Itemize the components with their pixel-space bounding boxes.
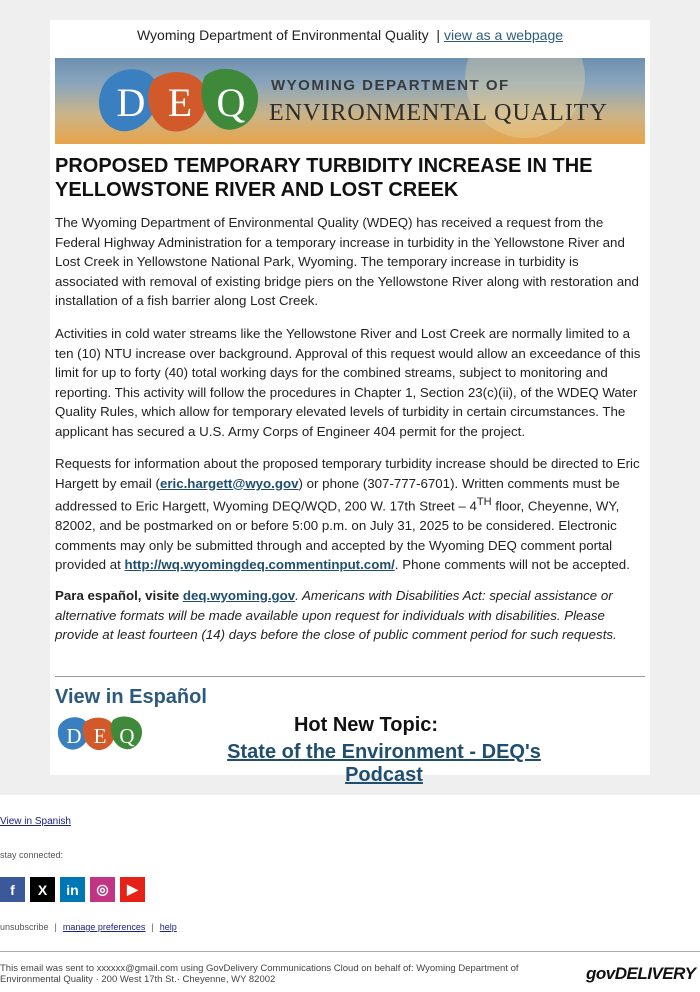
paragraph-2: Activities in cold water streams like the Yellowstone River and Lost Creek are normally limited to a ten (10) NTU increase over background. Approval of this request would allow an exceedance of this limit for up to forty (40) total working days for the combined streams, subject to monitoring and reporting. This activity will follow the procedures in Chapter 1, Section 23(c)(ii), of the WDEQ Water Quality Rules, which allow for temporary elevated levels of turbidity in certain circumstances. The applicant has secured a U.S. Army Corps of Engineer 404 permit for the project. (55, 326, 641, 439)
view-in-espanol-heading[interactable]: View in Español (55, 686, 207, 708)
comment-portal-link[interactable]: http://wq.wyomingdeq.commentinput.com/ (124, 557, 395, 573)
email-card (50, 20, 650, 786)
deq-website-link[interactable]: deq.wyoming.gov (182, 588, 296, 603)
unsubscribe-text[interactable]: unsubscribe (0, 922, 49, 932)
deq-small-logo (55, 712, 155, 756)
instagram-icon[interactable]: ◎ (90, 877, 115, 902)
banner-line1: WYOMING DEPARTMENT OF (271, 77, 510, 94)
footer-note: This email was sent to xxxxxx@gmail.com using GovDelivery Communications Cloud on behalf of: Wyoming Department of Environmental Quality · 200 West 17th St.· Cheyenne, WY 82002 (0, 963, 519, 985)
stay-connected-label: stay connected: (0, 850, 64, 860)
view-in-spanish-link[interactable]: View in Spanish (0, 816, 71, 827)
podcast-link[interactable]: State of the Environment - DEQ's Podcast (227, 741, 541, 786)
svg-text:E: E (93, 724, 107, 748)
linkedin-icon[interactable]: in (60, 877, 85, 902)
logo-letter-q: Q (216, 80, 246, 125)
org-name: Wyoming Department of Environmental Quality (136, 27, 429, 43)
svg-text:Q: Q (119, 724, 135, 748)
logo-letter-e: E (167, 80, 193, 125)
paragraph-3: Requests for information about the proposed temporary turbidity increase should be directed to Eric Hargett by email (eric.hargett@wyo.gov) or phone (307-777-6701). Written comments must be addressed to Eric Hargett, Wyoming DEQ/WQD, 200 W. 17th Street – 4TH floor, Cheyenne, WY, 82002, and be postmarked on or before 5:00 p.m. on July 31, 2025 to be considered. Electronic comments may only be submitted through and accepted by the Wyoming DEQ comment portal provided at http://wq.wyomingdeq.commentinput.com/. Phone comments will not be accepted. (55, 456, 640, 573)
svg-text:D: D (66, 724, 82, 748)
govdelivery-logo: govDELIVERY (586, 964, 696, 983)
social-icons (0, 877, 145, 902)
logo-letter-d: D (116, 80, 146, 125)
footer-divider (0, 951, 700, 952)
paragraph-1: The Wyoming Department of Environmental Quality (WDEQ) has received a request from the Federal Highway Administration for a temporary increase in turbidity in the Yellowstone River and Lost Creek in Yellowstone National Park, Wyoming. The temporary increase in turbidity is associated with removal of existing bridge piers on the Yellowstone River along with restoration and installation of a fish barrier along Lost Creek. (55, 215, 639, 309)
manage-preferences-link[interactable]: manage preferences (62, 922, 146, 932)
article-title: PROPOSED TEMPORARY TURBIDITY INCREASE IN THE YELLOWSTONE RIVER AND LOST CREEK (55, 155, 593, 201)
youtube-icon[interactable]: ▶ (120, 877, 145, 902)
paragraph-4: Para español, visite deq.wyoming.gov. Americans with Disabilities Act: special assistance or alternative formats will be made available upon request for individuals with disabilities. Please provide at least fourteen (14) days before the close of public comment period for such requests. (55, 588, 617, 643)
deq-banner (55, 58, 645, 144)
separator: | (436, 27, 441, 43)
header-line (50, 27, 650, 43)
help-link[interactable]: help (159, 922, 177, 932)
banner-line2: ENVIRONMENTAL QUALITY (269, 100, 608, 126)
divider (55, 676, 645, 677)
email-link[interactable]: eric.hargett@wyo.gov (159, 475, 299, 491)
x-icon[interactable]: X (30, 877, 55, 902)
hot-new-topic: Hot New Topic: (293, 714, 439, 736)
deq-banner-logo (55, 58, 645, 144)
view-as-webpage-link[interactable]: view as a webpage (443, 27, 564, 43)
footer-links: unsubscribe | manage preferences | help (0, 922, 177, 932)
facebook-icon[interactable]: f (0, 877, 25, 902)
